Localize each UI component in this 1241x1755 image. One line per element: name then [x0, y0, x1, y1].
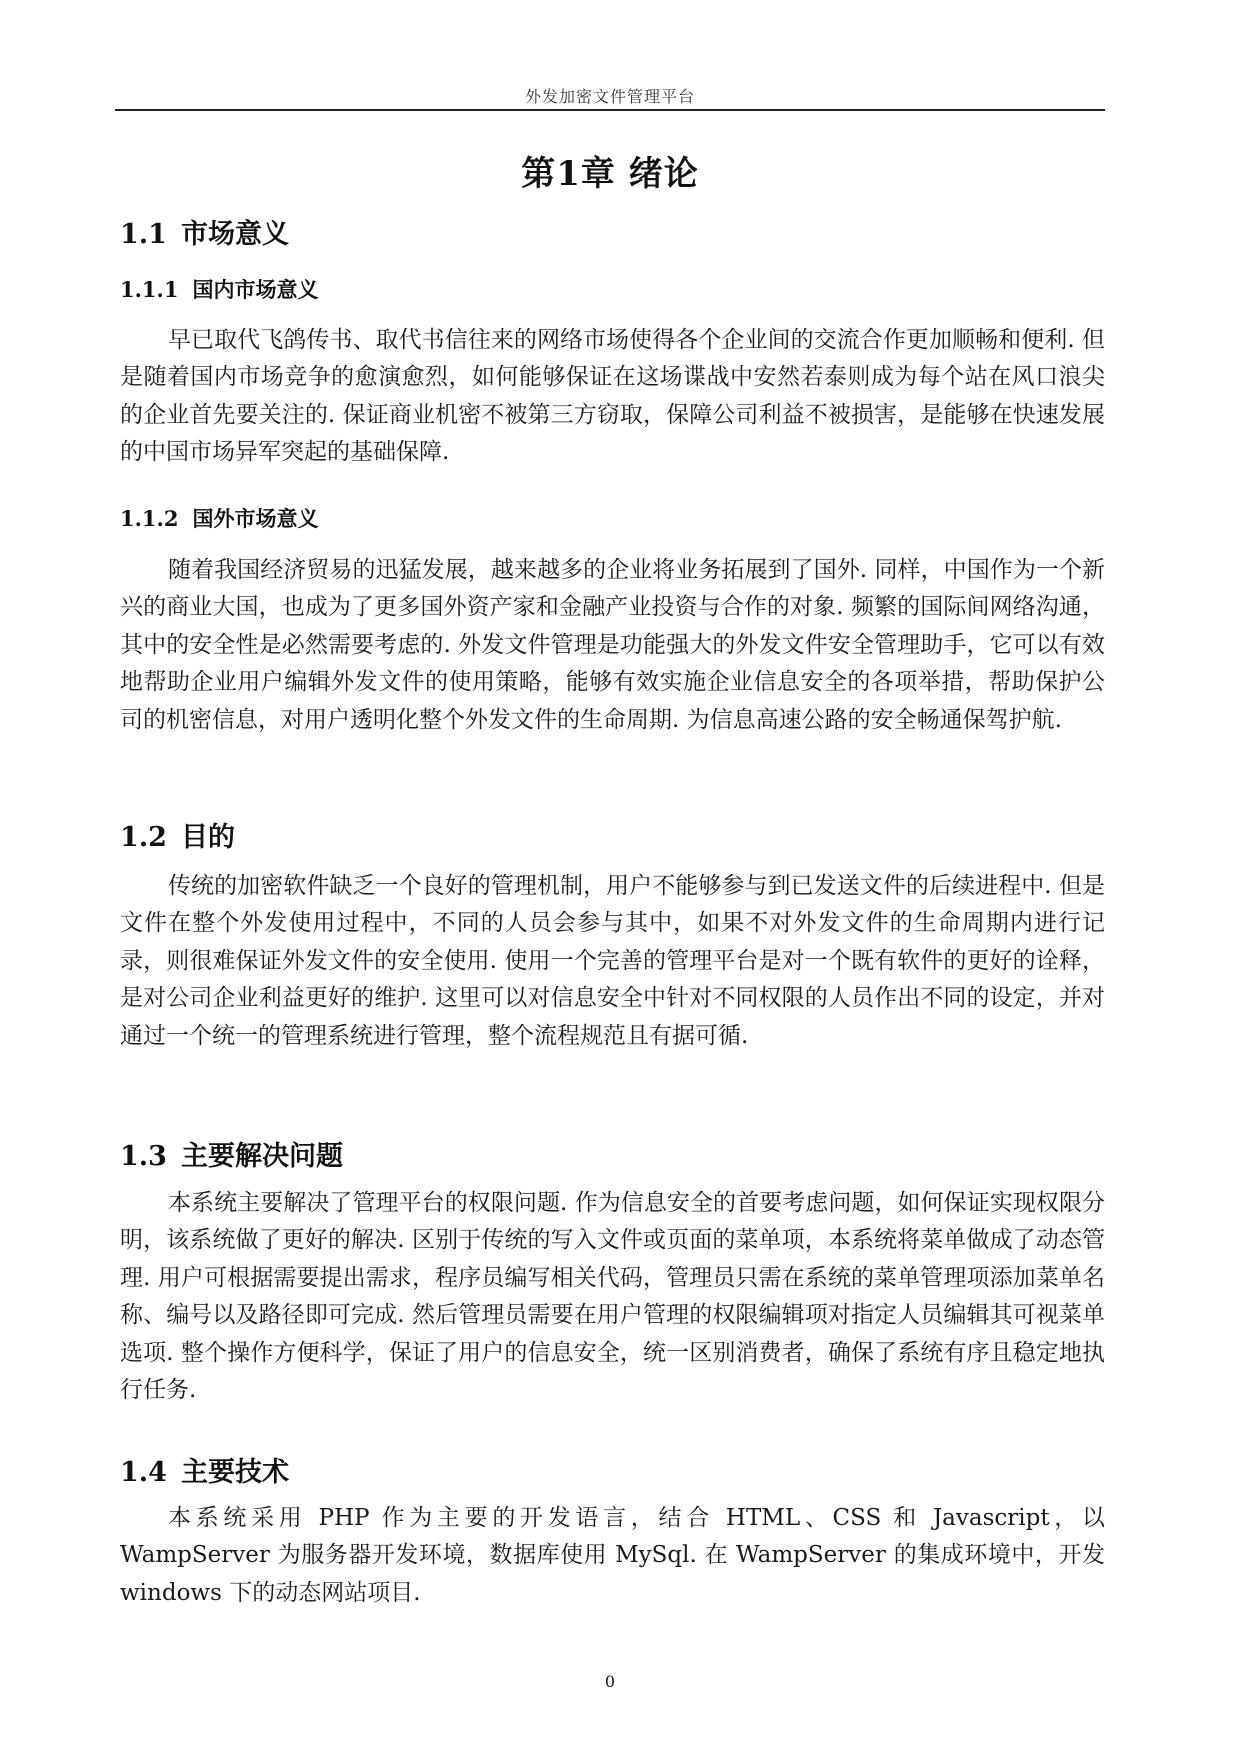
section-heading-1-3 — [120, 1134, 343, 1173]
subsection-heading-1-1-2 — [120, 503, 318, 533]
chapter-title: 第1章 绪论 — [521, 154, 699, 194]
section-title: 市场意义 — [180, 219, 289, 250]
subsection-heading-1-1-1 — [120, 274, 318, 304]
subsection-title: 国内市场意义 — [192, 277, 319, 302]
paragraph-1-4: 本系统采用 PHP 作为主要的开发语言，结合 HTML、CSS 和 Javascript，以 WampServer 为服务器开发环境，数据库使用 MySql. 在 WampServer 的集成环境中，开发 windows 下的动态网站项目. — [120, 1505, 1105, 1606]
section-number: 1.2 — [120, 822, 167, 853]
subsection-number: 1.1.1 — [120, 277, 179, 302]
section-number: 1.3 — [120, 1141, 167, 1172]
subsection-title: 国外市场意义 — [192, 506, 319, 531]
section-heading-1-2 — [120, 815, 235, 854]
section-number: 1.4 — [120, 1457, 167, 1488]
section-heading-1-4 — [120, 1450, 289, 1489]
section-heading-1-1 — [120, 212, 289, 251]
section-title: 主要技术 — [180, 1457, 289, 1488]
paragraph-1-3: 本系统主要解决了管理平台的权限问题. 作为信息安全的首要考虑问题，如何保证实现权限分明，该系统做了更好的解决. 区别于传统的写入文件或页面的菜单项，本系统将菜单做成了动态管理. 用户可根据需要提出需求，程序员编写相关代码，管理员只需在系统的菜单管理项添加菜单名称、编号以及路径即可完成. 然后管理员需要在用户管理的权限编辑项对指定人员编辑其可视菜单选项. 整个操作方便科学，保证了用户的信息安全，统一区别消费者，确保了系统有序且稳定地执行任务. — [120, 1190, 1105, 1404]
running-header: 外发加密文件管理平台 — [524, 87, 695, 106]
subsection-number: 1.1.2 — [120, 506, 179, 531]
section-title: 目的 — [180, 822, 235, 853]
paragraph-1-2: 传统的加密软件缺乏一个良好的管理机制，用户不能够参与到已发送文件的后续进程中. 但是文件在整个外发使用过程中，不同的人员会参与其中，如果不对外发文件的生命周期内进行记录，则很难保证外发文件的安全使用. 使用一个完善的管理平台是对一个既有软件的更好的诠释，是对公司企业利益更好的维护. 这里可以对信息安全中针对不同权限的人员作出不同的设定，并对通过一个统一的管理系统进行管理，整个流程规范且有据可循. — [120, 873, 1105, 1049]
section-title: 主要解决问题 — [180, 1141, 343, 1172]
header-rule — [115, 109, 1105, 111]
paragraph-1-1-2: 随着我国经济贸易的迅猛发展，越来越多的企业将业务拓展到了国外. 同样，中国作为一个新兴的商业大国，也成为了更多国外资产家和金融产业投资与合作的对象. 频繁的国际间网络沟通，其中的安全性是必然需要考虑的. 外发文件管理是功能强大的外发文件安全管理助手，它可以有效地帮助企业用户编辑外发文件的使用策略，能够有效实施企业信息安全的各项举措，帮助保护公司的机密信息，对用户透明化整个外发文件的生命周期. 为信息高速公路的安全畅通保驾护航. — [120, 557, 1105, 733]
page-number: 0 — [604, 1672, 616, 1691]
section-number: 1.1 — [120, 219, 167, 250]
paragraph-1-1-1: 早已取代飞鸽传书、取代书信往来的网络市场使得各个企业间的交流合作更加顺畅和便利. 但是随着国内市场竞争的愈演愈烈，如何能够保证在这场谍战中安然若泰则成为每个站在风口浪尖的企业首先要关注的. 保证商业机密不被第三方窃取，保障公司利益不被损害，是能够在快速发展的中国市场异军突起的基础保障. — [120, 327, 1105, 466]
